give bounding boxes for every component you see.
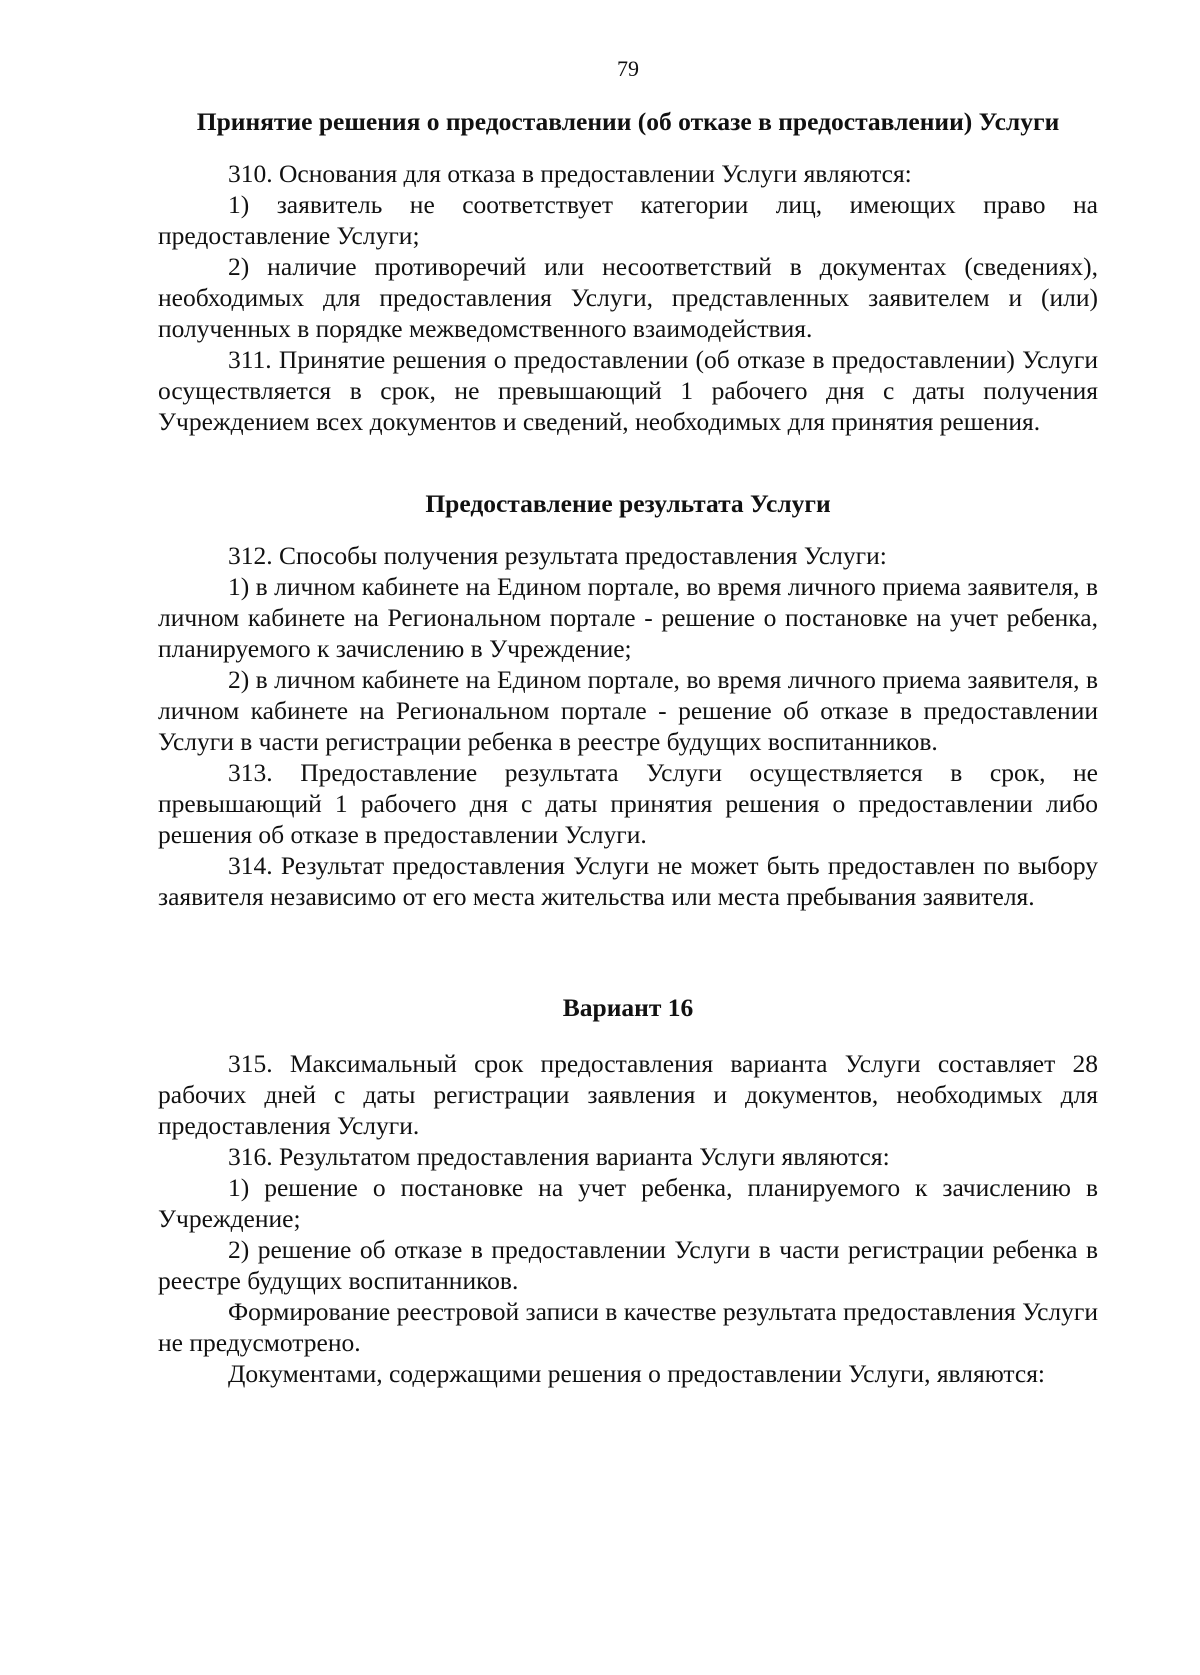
page-number: 79: [617, 56, 639, 81]
paragraph-310: 310. Основания для отказа в предоставлении Услуги являются:: [228, 159, 912, 188]
paragraph-registry-record: Формирование реестровой записи в качестве результата предоставления Услуги не предусмотрено.: [158, 1297, 1098, 1357]
paragraph-314: 314. Результат предоставления Услуги не может быть предоставлен по выбору заявителя независимо от его места жительства или места пребывания заявителя.: [158, 851, 1098, 911]
section-heading-variant-16: Вариант 16: [562, 993, 694, 1022]
section-body-result: [158, 540, 1098, 912]
paragraph-312: 312. Способы получения результата предоставления Услуги:: [228, 541, 887, 570]
section-heading-decision: Принятие решения о предоставлении (об отказе в предоставлении) Услуги: [196, 107, 1060, 136]
section-body-decision: [158, 158, 1098, 437]
paragraph-310-2: 2) наличие противоречий или несоответствий в документах (сведениях), необходимых для предоставления Услуги, представленных заявителем и (или) полученных в порядке межведомственного взаимодействия.: [158, 252, 1098, 343]
paragraph-decision-documents: Документами, содержащими решения о предоставлении Услуги, являются:: [228, 1359, 1046, 1388]
paragraph-313: 313. Предоставление результата Услуги осуществляется в срок, не превышающий 1 рабочего дня с даты принятия решения о предоставлении либо решения об отказе в предоставлении Услуги.: [158, 758, 1098, 849]
section-body-variant-16: [158, 1048, 1098, 1389]
paragraph-311: 311. Принятие решения о предоставлении (об отказе в предоставлении) Услуги осуществляется в срок, не превышающий 1 рабочего дня с даты получения Учреждением всех документов и сведений, необходимых для принятия решения.: [158, 345, 1098, 436]
paragraph-310-1: 1) заявитель не соответствует категории лиц, имеющих право на предоставление Услуги;: [158, 190, 1098, 250]
paragraph-315: 315. Максимальный срок предоставления варианта Услуги составляет 28 рабочих дней с даты регистрации заявления и документов, необходимых для предоставления Услуги.: [158, 1049, 1098, 1140]
paragraph-312-2: 2) в личном кабинете на Едином портале, во время личного приема заявителя, в личном кабинете на Региональном портале - решение об отказе в предоставлении Услуги в части регистрации ребенка в реестре будущих воспитанников.: [158, 665, 1098, 756]
paragraph-316-1: 1) решение о постановке на учет ребенка, планируемого к зачислению в Учреждение;: [158, 1173, 1098, 1233]
section-heading-result: Предоставление результата Услуги: [425, 489, 831, 518]
paragraph-316-2: 2) решение об отказе в предоставлении Услуги в части регистрации ребенка в реестре будущих воспитанников.: [158, 1235, 1098, 1295]
paragraph-316: 316. Результатом предоставления варианта Услуги являются:: [228, 1142, 890, 1171]
paragraph-312-1: 1) в личном кабинете на Едином портале, во время личного приема заявителя, в личном кабинете на Региональном портале - решение о постановке на учет ребенка, планируемого к зачислению в Учреждение;: [158, 572, 1098, 663]
